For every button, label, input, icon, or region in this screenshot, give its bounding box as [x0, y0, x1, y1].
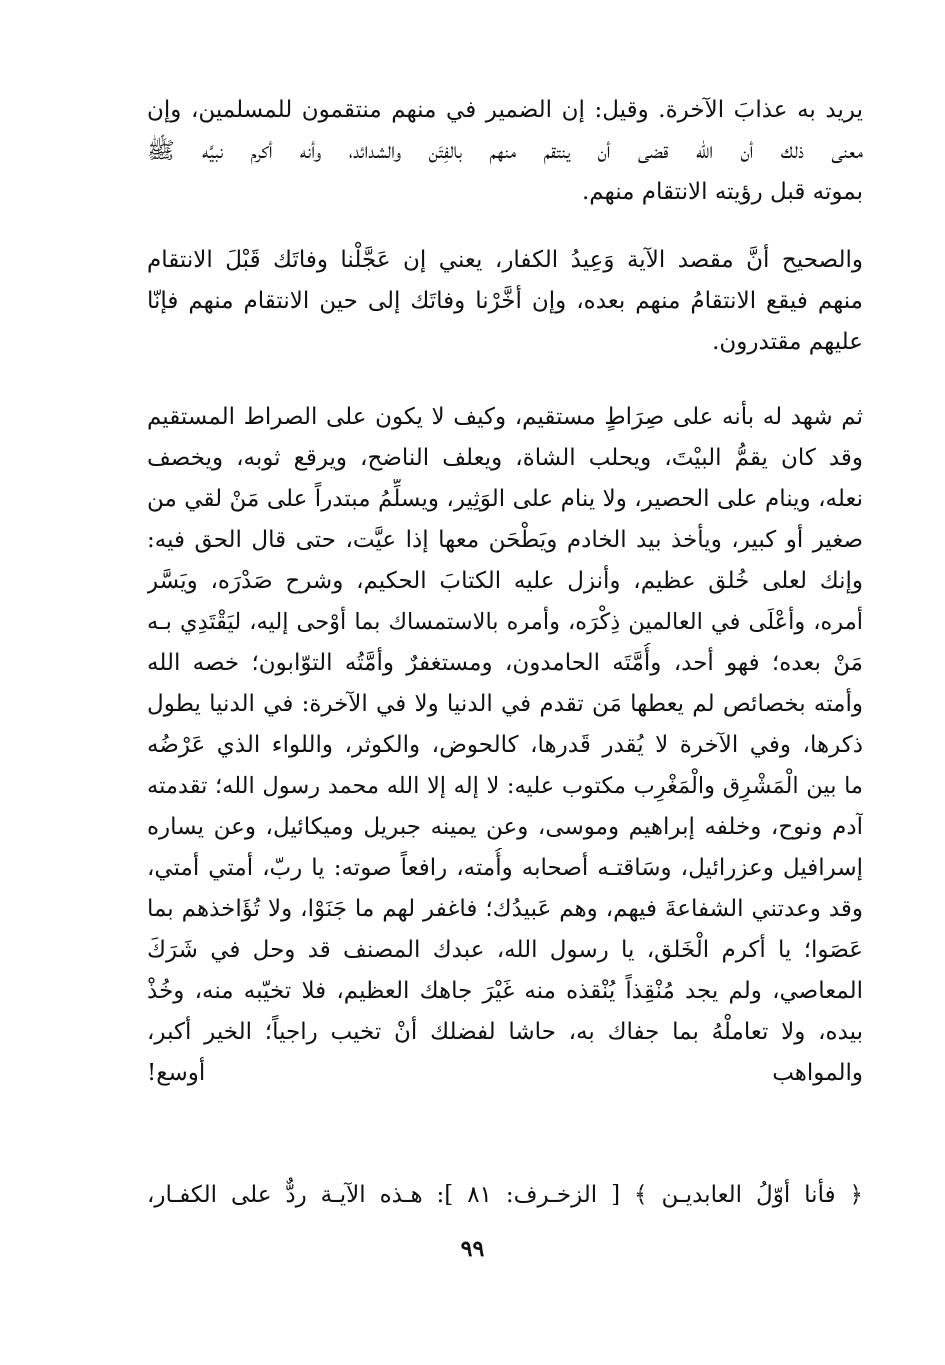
text-line: والصحيح أنَّ مقصد الآية وَعِيدُ الكفار، يعني إن عَجَّلْنا وفاتَك قَبْلَ الانتقام [147, 247, 863, 273]
paragraph-2 [147, 240, 863, 363]
text-line: وأمته بخصائص لم يعطها مَن تقدم في الدنيا ولا في الآخرة: في الدنيا يطول [147, 691, 863, 717]
text-line: ما بين الْمَشْرِق والْمَغْرِب مكتوب عليه: لا إله إلا الله محمد رسول الله؛ تقدمته [147, 773, 863, 799]
paragraph-1 [147, 90, 863, 213]
text-line: صغير أو كبير، ويأخذ بيد الخادم ويَطْحَن معها إذا عيَّت، حتى قال الحق فيه: [147, 527, 863, 553]
text-line: عَصَوا؛ يا أكرم الْخَلق، يا رسول الله، عبدك المصنف قد وحل في شَرَكَ [147, 937, 863, 963]
text-line: بيده، ولا تعاملْهُ بما جفاك به، حاشا لفضلك أنْ تخيب راجياً؛ الخير أكبر، [147, 1019, 863, 1045]
text-line: منهم فيقع الانتقامُ منهم بعده، وإن أخَّرْنا وفاتَك إلى حين الانتقام منهم فإنّا [147, 288, 863, 314]
text-line: المعاصي، ولم يجد مُنْقِذاً يُنْقذه منه غَيْرَ جاهك العظيم، فلا تخيّبه منه، وخُذْ [147, 978, 863, 1004]
text-line: وقد كان يقمُّ البيْتَ، ويحلب الشاة، ويعلف الناضح، ويرقع ثوبه، ويخصف [147, 445, 863, 471]
text-line: نعله، وينام على الحصير، ولا ينام على الوَثِير، ويسلِّمُ مبتدراً على مَنْ لقي من [147, 486, 863, 512]
paragraph-3 [147, 397, 863, 1135]
text-line: ذكرها، وفي الآخرة لا يُقدر قَدرها، كالحوض، والكوثر، واللواء الذي عَرْضُه [147, 732, 863, 758]
paragraph-4 [147, 1175, 863, 1216]
text-line: ﴿ فأنا أوّلُ العابديـن ﴾ [ الزخـرف: ٨١ ]: هـذه الآيـة ردٌّ على الكفـار، [147, 1182, 863, 1208]
text-line: إسرافيل وعزرائيل، وسَاقتـه أصحابه وأُمته، رافعاً صوته: يا ربّ، أمتي أمتي، [147, 855, 863, 881]
text-line: مَنْ بعده؛ فهو أحد، وأُمَّتَه الحامدون، ومستغفرٌ وأمَّتُه التوّابون؛ خصه الله [147, 650, 863, 676]
text-line: أمره، وأعْلَى في العالمين ذِكْرَه، وأمره بالاستمساك بما أوْحى إليه، ليَقْتَدِي بـه [147, 609, 863, 635]
text-line: ثم شهد له بأنه على صِرَاطٍ مستقيم، وكيف لا يكون على الصراط المستقيم [147, 404, 863, 430]
page-number: ٩٩ [460, 1236, 485, 1262]
text-line [147, 1094, 863, 1135]
text-line: والمواهب أوسع! [147, 1060, 863, 1086]
text-line: معنى ذلك أن الله قضى أن ينتقم منهم بالفِتَن والشدائد، وأنه أكرم نبيَّه ﷺ [147, 138, 863, 164]
text-line: عليهم مقتدرون. [712, 329, 863, 355]
text-line: آدم ونوح، وخلفه إبراهيم وموسى، وعن يمينه جبريل وميكائيل، وعن يساره [147, 814, 863, 840]
text-line: وإنك لعلى خُلق عظيم، وأنزل عليه الكتابَ الحكيم، وشرح صَدْرَه، ويَسَّر [147, 568, 863, 594]
text-line: وقد وعدتني الشفاعةَ فيهم، وهم عَبيدُك؛ فاغفر لهم ما جَنَوْا، ولا تُؤَاخذهم بما [147, 896, 863, 922]
text-line: يريد به عذابَ الآخرة. وقيل: إن الضمير في منهم منتقمون للمسلمين، وإن [147, 97, 863, 123]
text-line: بموته قبل رؤيته الانتقام منهم. [581, 179, 863, 205]
